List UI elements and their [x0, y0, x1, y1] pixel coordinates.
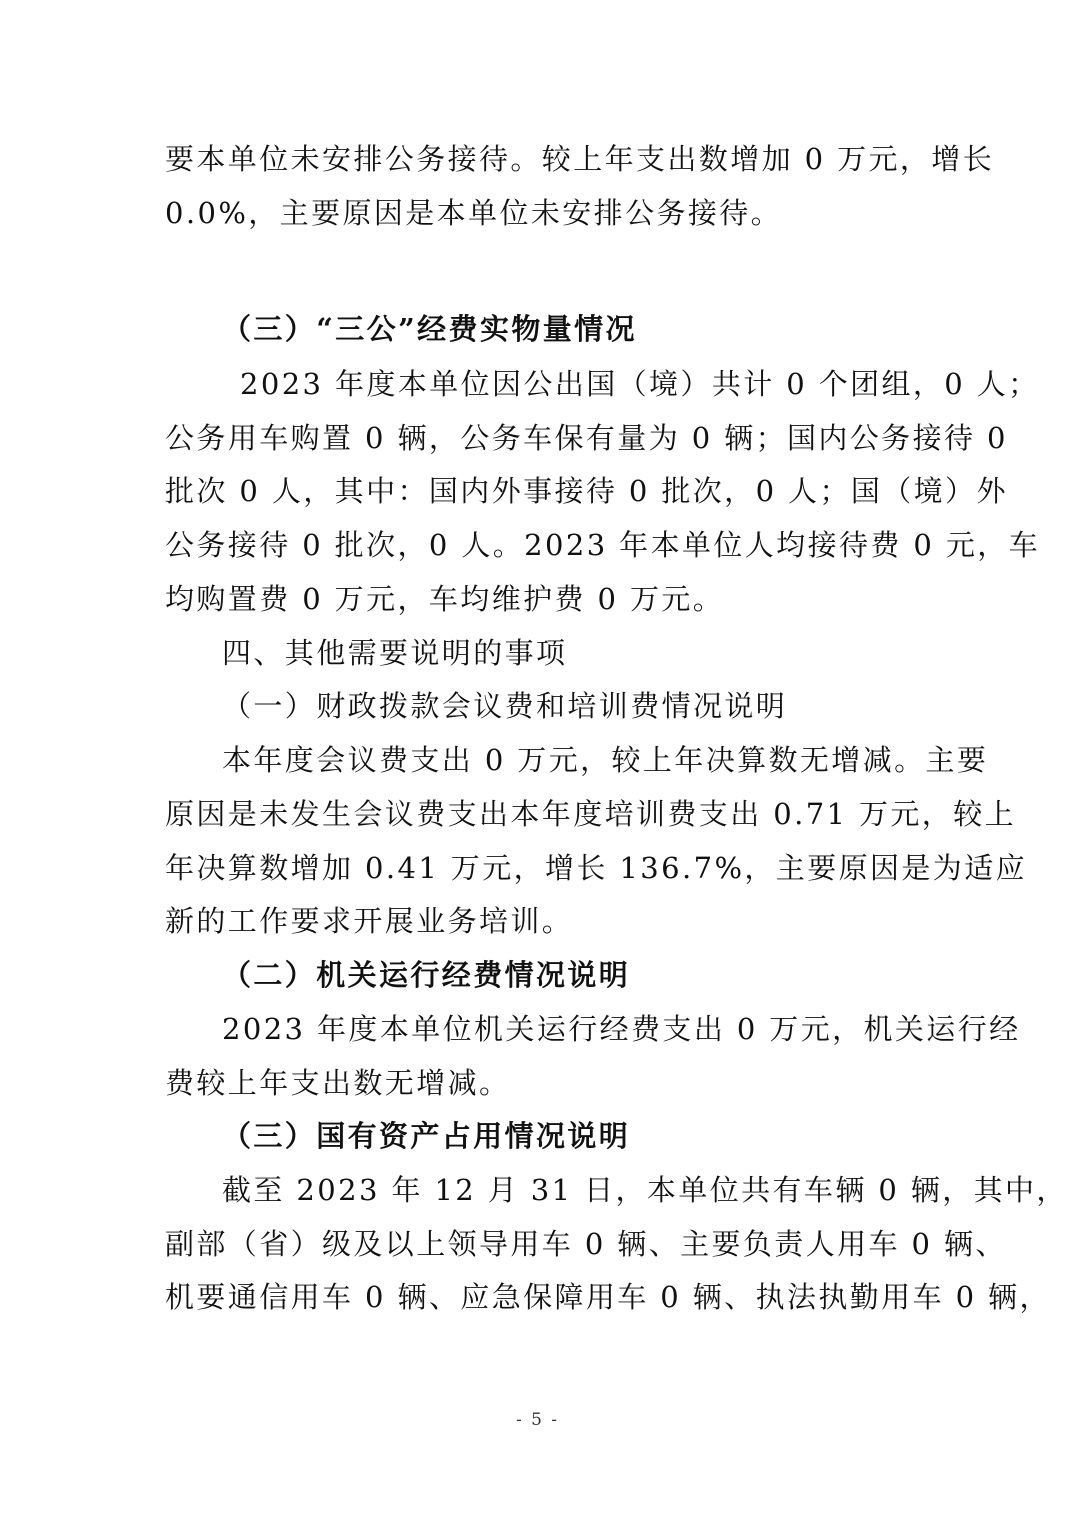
paragraph-line: 批次 0 人，其中：国内外事接待 0 批次，0 人；国（境）外	[165, 474, 1008, 508]
paragraph-line: 机要通信用车 0 辆、应急保障用车 0 辆、执法执勤用车 0 辆，	[165, 1280, 1051, 1314]
subsection-heading: （二）机关运行经费情况说明	[222, 958, 631, 992]
paragraph-line: 公务用车购置 0 辆，公务车保有量为 0 辆；国内公务接待 0	[165, 421, 1008, 455]
paragraph-line: 年决算数增加 0.41 万元，增长 136.7%，主要原因是为适应	[165, 851, 1028, 885]
subsection-heading: （一）财政拨款会议费和培训费情况说明	[222, 689, 788, 723]
paragraph-line: 新的工作要求开展业务培训。	[165, 904, 574, 938]
paragraph-line: 要本单位未安排公务接待。较上年支出数增加 0 万元，增长	[165, 142, 995, 176]
paragraph-line: 2023 年度本单位机关运行经费支出 0 万元，机关运行经	[222, 1012, 1021, 1046]
paragraph-line: 副部（省）级及以上领导用车 0 辆、主要负责人用车 0 辆、	[165, 1227, 1007, 1261]
part-heading: 四、其他需要说明的事项	[222, 636, 568, 670]
paragraph-line: 截至 2023 年 12 月 31 日，本单位共有车辆 0 辆，其中，	[222, 1173, 1068, 1207]
subsection-heading: （三）国有资产占用情况说明	[222, 1119, 631, 1153]
paragraph-line: 均购置费 0 万元，车均维护费 0 万元。	[165, 582, 725, 616]
paragraph-line: 2023 年度本单位因公出国（境）共计 0 个团组，0 人；	[240, 367, 1040, 401]
page-number: - 5 -	[515, 1410, 560, 1430]
section-heading: （三）“三公”经费实物量情况	[222, 312, 637, 346]
paragraph-line: 原因是未发生会议费支出本年度培训费支出 0.71 万元，较上	[165, 797, 1017, 831]
paragraph-line: 费较上年支出数无增减。	[165, 1066, 511, 1100]
paragraph-line: 0.0%，主要原因是本单位未安排公务接待。	[165, 196, 783, 230]
paragraph-line: 本年度会议费支出 0 万元，较上年决算数无增减。主要	[222, 743, 989, 777]
paragraph-line: 公务接待 0 批次，0 人。2023 年本单位人均接待费 0 元，车	[165, 528, 1041, 562]
